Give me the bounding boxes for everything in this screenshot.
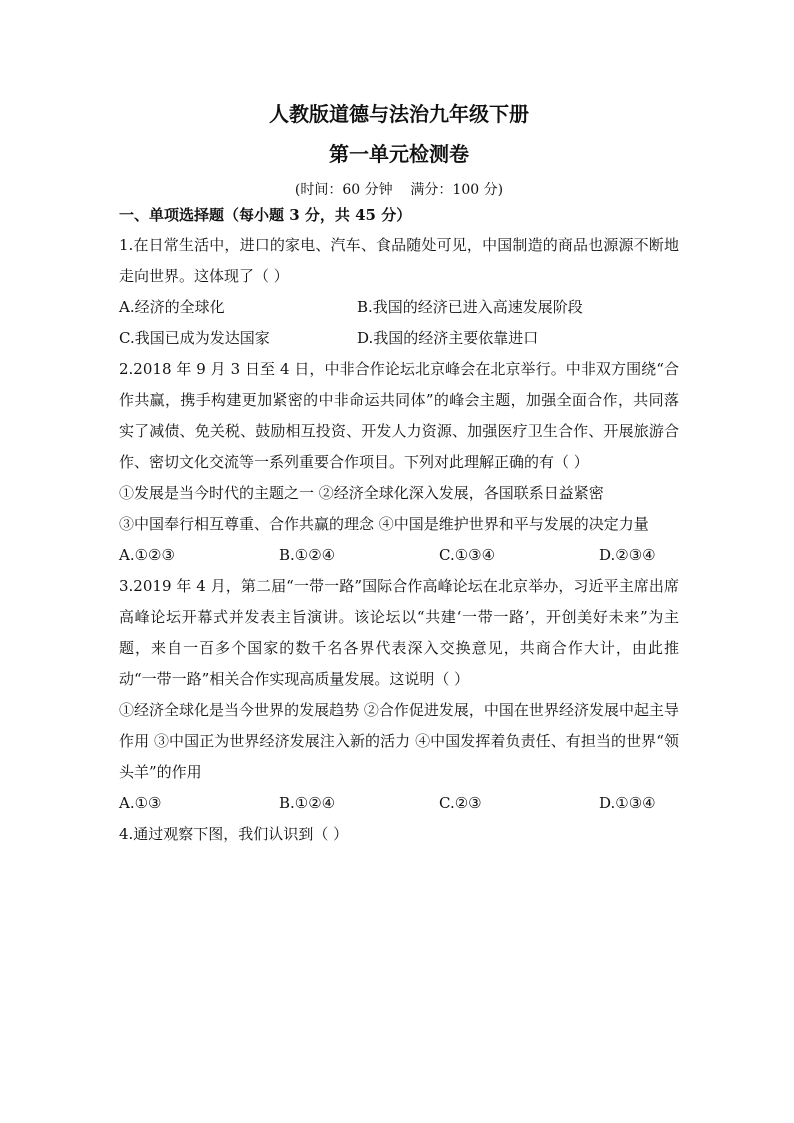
question-3-items: ①经济全球化是当今世界的发展趋势 ②合作促进发展，中国在世界经济发展中起主导作用 ③中国正为世界经济发展注入新的活力 ④中国发挥着负责任、有担当的世界“领头羊”的作用	[119, 701, 679, 781]
question-2-items-1: ①发展是当今时代的主题之一 ②经济全球化深入发展，各国联系日益紧密	[119, 484, 604, 502]
option-a: A.经济的全球化	[119, 298, 225, 316]
option-b: B.①②④	[279, 794, 336, 812]
option-c: C.②③	[439, 794, 482, 812]
exam-page	[119, 100, 679, 850]
option-c: C.①③④	[439, 546, 496, 564]
question-2-items-2: ③中国奉行相互尊重、合作共赢的理念 ④中国是维护世界和平与发展的决定力量	[119, 515, 649, 533]
question-2-stem: 2.2018 年 9 月 3 日至 4 日，中非合作论坛北京峰会在北京举行。中非双方围绕“合作共赢，携手构建更加紧密的中非命运共同体”的峰会主题，加强全面合作，共同落实了减债、免关税、鼓励相互投资、开发人力资源、加强医疗卫生合作、开展旅游合作、密切文化交流等一系列重要合作项目。下列对此理解正确的有（ ）	[119, 360, 679, 471]
question-1-options	[119, 292, 679, 354]
doc-subtitle: 第一单元检测卷	[329, 142, 469, 166]
section-heading: 一、单项选择题（每小题 3 分，共 45 分）	[119, 206, 412, 224]
exam-meta: (时间：60 分钟 满分：100 分)	[294, 182, 504, 198]
option-d: D.②③④	[599, 546, 656, 564]
question-3-options	[119, 788, 679, 819]
option-b: B.我国的经济已进入高速发展阶段	[357, 298, 583, 316]
question-2-options	[119, 540, 679, 571]
question-3-stem: 3.2019 年 4 月，第二届“一带一路”国际合作高峰论坛在北京举办，习近平主席出席高峰论坛开幕式并发表主旨演讲。该论坛以“共建‘一带一路’，开创美好未来”为主题，来自一百多个国家的数千名各界代表深入交换意见，共商合作大计，由此推动“一带一路”相关合作实现高质量发展。这说明（ ）	[119, 577, 679, 688]
option-d: D.①③④	[599, 794, 656, 812]
doc-title: 人教版道德与法治九年级下册	[269, 102, 529, 126]
option-a: A.①③	[119, 794, 162, 812]
option-c: C.我国已成为发达国家	[119, 329, 270, 347]
question-4-stem: 4.通过观察下图，我们认识到（ ）	[119, 825, 349, 843]
question-1-stem: 1.在日常生活中，进口的家电、汽车、食品随处可见，中国制造的商品也源源不断地走向世界。这体现了（ ）	[119, 236, 679, 285]
option-d: D.我国的经济主要依靠进口	[357, 329, 539, 347]
option-b: B.①②④	[279, 546, 336, 564]
option-a: A.①②③	[119, 546, 175, 564]
